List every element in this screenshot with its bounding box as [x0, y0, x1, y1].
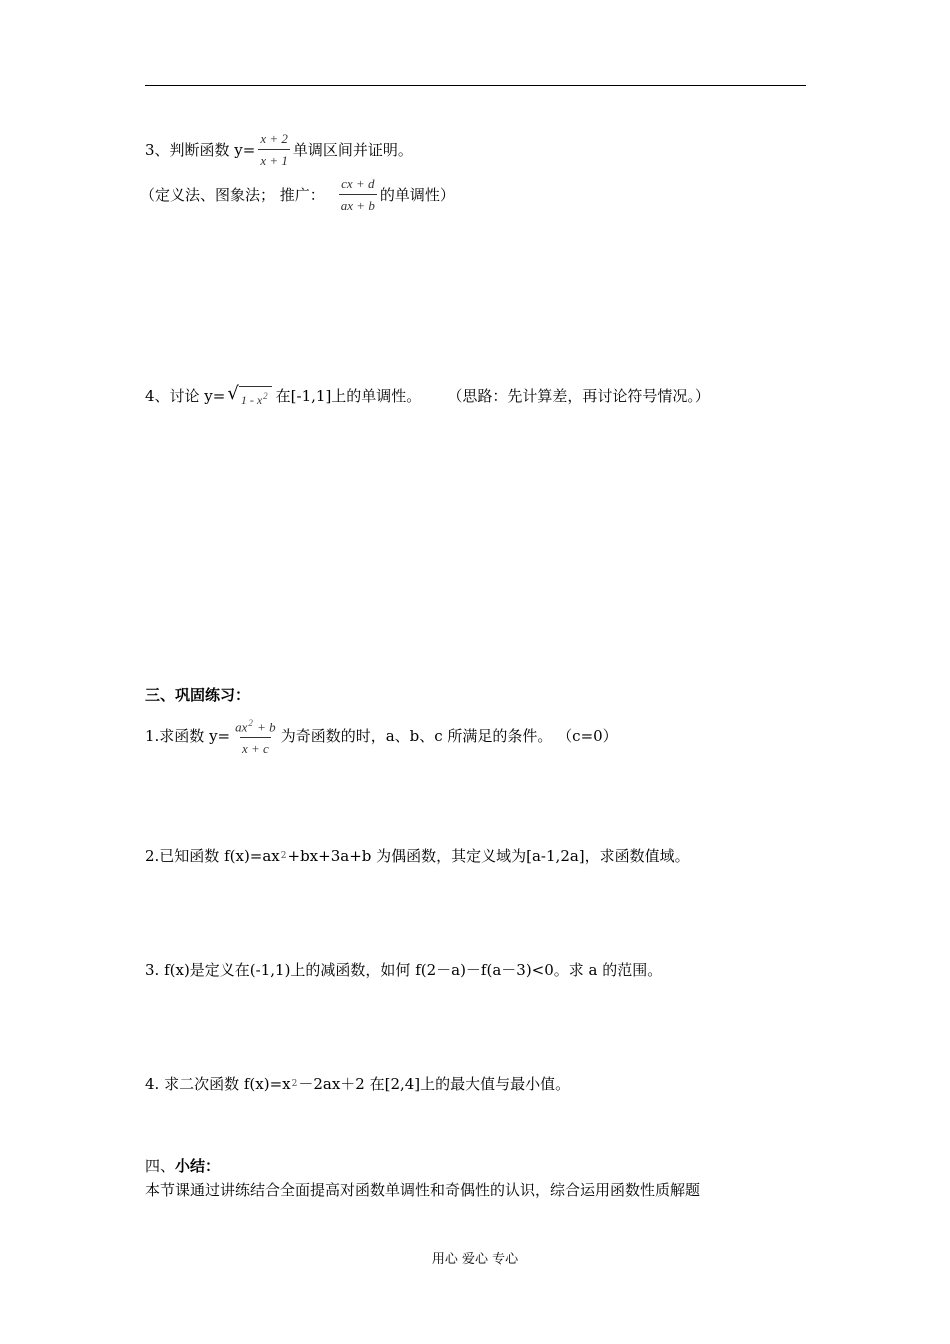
sqrt-radicand: $1 - x^2$: [239, 386, 272, 407]
exercise-2: 2.已知函数 f(x)=ax 2 +bx+3a+b 为偶函数，其定义域为[a-1,2a]，求函数值域。: [145, 847, 690, 865]
section-4-title: 四、 小结：: [145, 1157, 221, 1175]
q3-note-fraction: [339, 176, 377, 213]
section-3-title: 三、巩固练习：: [145, 686, 251, 704]
question-4: [145, 384, 710, 407]
page-footer: 用心 爱心 专心: [431, 1252, 519, 1267]
q3-suffix: 单调区间并证明。: [292, 140, 413, 159]
ex1-suffix: 为奇函数的时，a、b、c 所满足的条件。 （c=0）: [280, 727, 618, 746]
exercise-4: 4. 求二次函数 f(x)=x 2 －2ax＋2 在[2,4]上的最大值与最小值。: [145, 1075, 571, 1093]
q3-prefix: 3、判断函数 y=: [145, 140, 256, 159]
exercise-3: 3. f(x)是定义在(-1,1)上的减函数，如何 f(2－a)－f(a－3)<0。求 a 的范围。: [145, 961, 663, 979]
q3-fraction-numerator: x + 2: [260, 131, 288, 146]
sqrt-expression: [227, 384, 271, 407]
q3-note-suffix: 的单调性）: [379, 185, 455, 204]
header-rule: [145, 85, 806, 86]
exercise-1: [145, 716, 618, 756]
ex1-fraction-denominator: x + c: [240, 737, 271, 756]
ex1-prefix: 1.求函数 y=: [145, 727, 231, 746]
question-3-note: [140, 176, 455, 213]
q3-fraction-denominator: x + 1: [258, 149, 290, 168]
ex1-fraction: [233, 716, 278, 756]
ex1-fraction-numerator: $ax^2 + b$: [235, 718, 276, 735]
q4-prefix: 4、讨论 y=: [145, 386, 226, 405]
q4-suffix: 在[-1,1]上的单调性。: [275, 386, 422, 405]
q3-note-fraction-denominator: ax + b: [339, 194, 377, 213]
ex2-exponent: 2: [280, 851, 287, 861]
q4-hint: （思路：先计算差，再讨论符号情况。）: [447, 386, 710, 405]
q3-note-fraction-numerator: cx + d: [341, 176, 375, 191]
ex4-exponent: 2: [291, 1079, 298, 1089]
summary-text: 本节课通过讲练结合全面提高对函数单调性和奇偶性的认识，综合运用函数性质解题: [145, 1181, 701, 1199]
q3-fraction: [258, 131, 290, 168]
radical-sign: √: [227, 383, 239, 404]
question-3: [145, 131, 413, 168]
q3-note-prefix: （定义法、图象法； 推广：: [140, 185, 325, 204]
